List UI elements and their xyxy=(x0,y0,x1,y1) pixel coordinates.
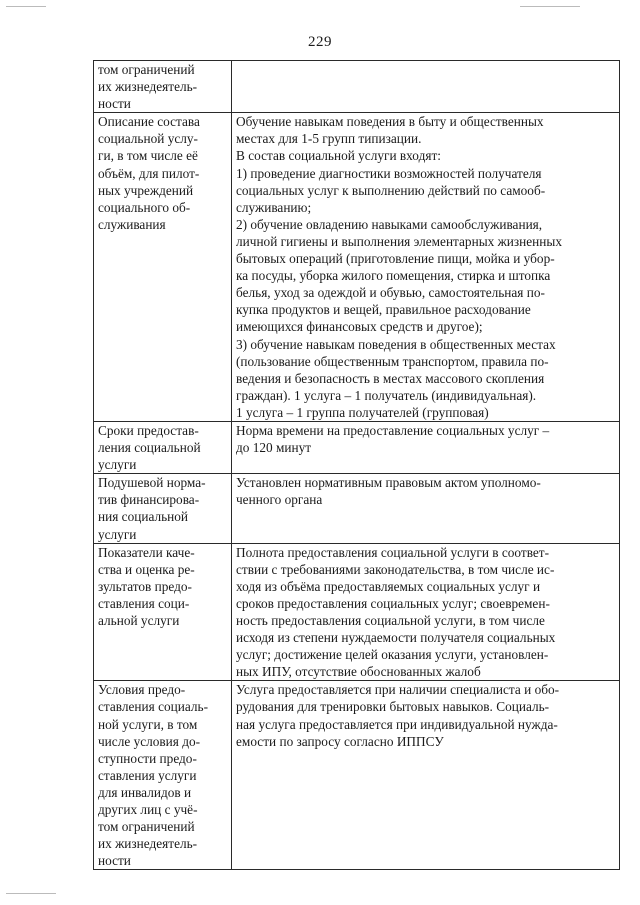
row-label: Подушевой норма- тив финансирова- ния социальной услуги xyxy=(94,474,232,543)
row-label: Сроки предостав- ления социальной услуги xyxy=(94,421,232,473)
table-row xyxy=(94,61,620,113)
table-row xyxy=(94,543,620,681)
row-label: Условия предо- ставления социаль- ной услуги, в том числе условия до- ступности предо- ставления услуги для инвалидов и других лиц с учё- том ограничений их жизнедеятель- ности xyxy=(94,681,232,870)
row-label: Описание состава социальной услу- ги, в том числе её объём, для пилот- ных учреждений социального об- служивания xyxy=(94,113,232,422)
row-body xyxy=(232,61,620,113)
row-body: Норма времени на предоставление социальных услуг – до 120 минут xyxy=(232,421,620,473)
row-body: Установлен нормативным правовым актом уполномо- ченного органа xyxy=(232,474,620,543)
scan-artifact-bottom-left xyxy=(6,893,56,894)
service-description-table xyxy=(93,60,620,870)
row-label: том ограничений их жизнедеятель- ности xyxy=(94,61,232,113)
scan-artifact-top-left xyxy=(6,6,46,7)
table-row xyxy=(94,681,620,870)
table-row xyxy=(94,421,620,473)
row-label: Показатели каче- ства и оценка ре- зультатов предо- ставления соци- альной услуги xyxy=(94,543,232,681)
table-row xyxy=(94,474,620,543)
page-number: 229 xyxy=(308,34,332,50)
scan-artifact-top-right xyxy=(520,6,580,7)
row-body: Услуга предоставляется при наличии специалиста и обо- рудования для тренировки бытовых навыков. Социаль- ная услуга предоставляется при индивидуальной нужда- емости по запросу согласно ИППСУ xyxy=(232,681,620,870)
row-body: Полнота предоставления социальной услуги в соответ- ствии с требованиями законодательства, в том числе ис- ходя из объёма предоставляемых социальных услуг и сроков предоставления социальных услуг; своевремен- ность предоставления социальной услуги, в том числе исходя из степени нуждаемости получателя социальных услуг; достижение целей оказания услуги, установлен- ных ИПУ, отсутствие обоснованных жалоб xyxy=(232,543,620,681)
table-row xyxy=(94,113,620,422)
row-body: Обучение навыкам поведения в быту и общественных местах для 1-5 групп типизации. В состав социальной услуги входят: 1) проведение диагностики возможностей получателя социальных услуг к выполнению действий по самооб- служиванию; 2) обучение овладению навыками самообслуживания, личной гигиены и выполнения элементарных жизненных бытовых операций (приготовление пищи, мойка и убор- ка посуды, уборка жилого помещения, стирка и штопка белья, уход за одеждой и обувью, самостоятельная по- купка продуктов и вещей, правильное расходование имеющихся финансовых средств и другое); 3) обучение навыкам поведения в общественных местах (пользование общественным транспортом, правила по- ведения и безопасность в местах массового скопления граждан). 1 услуга – 1 получатель (индивидуальная). 1 услуга – 1 группа получателей (групповая) xyxy=(232,113,620,422)
